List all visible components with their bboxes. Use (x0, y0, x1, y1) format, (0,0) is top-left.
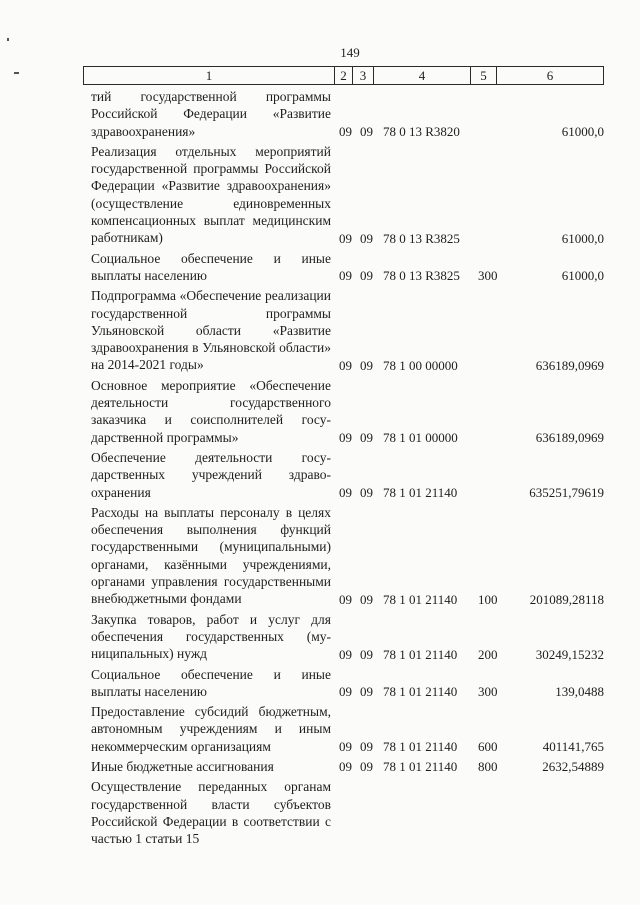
row-name: Социальное обеспечение и иные выплаты населению (91, 250, 331, 283)
amount: 401141,765 (542, 738, 604, 754)
target-item-code: 78 1 01 00000 (383, 429, 458, 445)
subsection-code: 09 (360, 484, 373, 500)
amount: 635251,79619 (529, 484, 604, 500)
section-code: 09 (339, 230, 352, 246)
subsection-code: 09 (360, 123, 373, 139)
scan-mark (14, 72, 19, 74)
expense-type-code: 600 (478, 738, 498, 754)
target-item-code: 78 1 01 21140 (383, 484, 458, 500)
row-codes (0, 646, 640, 663)
target-item-code: 78 1 00 00000 (383, 357, 458, 373)
section-code: 09 (339, 123, 352, 139)
header-col-6: 6 (497, 67, 604, 85)
row-codes (0, 738, 640, 755)
row-codes (0, 830, 640, 847)
table-row (0, 88, 640, 140)
row-codes (0, 591, 640, 608)
row-codes (0, 758, 640, 775)
header-col-2: 2 (335, 67, 353, 85)
row-name: Иные бюджетные ассигнования (91, 758, 274, 774)
table-row (0, 666, 640, 701)
expense-type-code: 100 (478, 591, 498, 607)
table-row (0, 250, 640, 285)
table-row (0, 778, 640, 847)
row-codes (0, 123, 640, 140)
table-row (0, 449, 640, 501)
amount: 636189,0969 (535, 429, 604, 445)
row-codes (0, 429, 640, 446)
subsection-code: 09 (360, 268, 373, 284)
target-item-code: 78 1 01 21140 (383, 684, 458, 700)
target-item-code: 78 1 01 21140 (383, 738, 458, 754)
target-item-code: 78 1 01 21140 (383, 646, 458, 662)
amount: 2632,54889 (542, 759, 604, 775)
table-row (0, 287, 640, 373)
row-codes (0, 267, 640, 284)
header-col-5: 5 (471, 67, 497, 85)
section-code: 09 (339, 268, 352, 284)
amount: 30249,15232 (535, 646, 604, 662)
expense-type-code: 300 (478, 684, 498, 700)
section-code: 09 (339, 759, 352, 775)
section-code: 09 (339, 357, 352, 373)
row-name: Осуществление переданных органам государственной власти субъектов Российской Федерации в соответствии с частью 1 статьи 15 (91, 779, 331, 847)
table-row (0, 611, 640, 663)
section-code: 09 (339, 684, 352, 700)
row-codes (0, 357, 640, 374)
section-code: 09 (339, 484, 352, 500)
header-col-1: 1 (84, 67, 335, 85)
subsection-code: 09 (360, 759, 373, 775)
subsection-code: 09 (360, 646, 373, 662)
table-row (0, 504, 640, 608)
amount: 61000,0 (561, 123, 604, 139)
subsection-code: 09 (360, 357, 373, 373)
subsection-code: 09 (360, 684, 373, 700)
table-row (0, 377, 640, 446)
row-codes (0, 683, 640, 700)
row-codes (0, 484, 640, 501)
expense-type-code: 200 (478, 646, 498, 662)
section-code: 09 (339, 738, 352, 754)
row-name: Социальное обеспечение и иные выплаты населению (91, 666, 331, 699)
subsection-code: 09 (360, 429, 373, 445)
column-header-table (83, 66, 604, 85)
row-name: тий государственной программы Российской Федерации «Развитие здравоохранения» (91, 89, 331, 139)
target-item-code: 78 0 13 R3820 (383, 123, 460, 139)
subsection-code: 09 (360, 230, 373, 246)
row-name: Предоставление субсидий бюджетным, автономным учреждениям и иным некоммерческим организациям (91, 704, 331, 754)
header-col-4: 4 (374, 67, 471, 85)
amount: 636189,0969 (535, 357, 604, 373)
row-name: Закупка товаров, работ и услуг для обеспечения государственных (муниципальных) нужд (91, 611, 331, 662)
page-number: 149 (340, 45, 360, 60)
amount: 61000,0 (561, 268, 604, 284)
row-codes (0, 230, 640, 247)
row-name: Расходы на выплаты персоналу в целях обеспечения выполнения функций государственными (муниципальными) органами, казёнными учреждениями, органами управления государственными внебюджетными фондами (91, 504, 331, 607)
amount: 201089,28118 (529, 591, 604, 607)
target-item-code: 78 1 01 21140 (383, 759, 458, 775)
section-code: 09 (339, 646, 352, 662)
amount: 139,0488 (555, 684, 604, 700)
target-item-code: 78 0 13 R3825 (383, 268, 460, 284)
subsection-code: 09 (360, 591, 373, 607)
header-col-3: 3 (353, 67, 374, 85)
section-code: 09 (339, 591, 352, 607)
budget-table-body (0, 88, 640, 847)
row-name: Обеспечение деятельности государственных учреждений здравоохранения (91, 449, 331, 500)
row-name: Основное мероприятие «Обеспечение деятельности государственного заказчика и соисполнителей государственной программы» (91, 377, 331, 445)
expense-type-code: 300 (478, 268, 498, 284)
section-code: 09 (339, 429, 352, 445)
table-row (0, 143, 640, 247)
amount: 61000,0 (561, 230, 604, 246)
row-name: Подпрограмма «Обеспечение реализации государственной программы Ульяновской области «Развитие здравоохранения в Ульяновской области» на 2014-2021 годы» (91, 288, 331, 373)
expense-type-code: 800 (478, 759, 498, 775)
target-item-code: 78 1 01 21140 (383, 591, 458, 607)
table-row (0, 703, 640, 755)
row-name: Реализация отдельных мероприятий государственной программы Российской Федерации «Развитие здравоохранения» (осуществление единовременных компенсационных выплат медицинским работникам) (91, 143, 331, 246)
scan-mark (7, 38, 9, 41)
table-row (0, 758, 640, 775)
target-item-code: 78 0 13 R3825 (383, 230, 460, 246)
subsection-code: 09 (360, 738, 373, 754)
